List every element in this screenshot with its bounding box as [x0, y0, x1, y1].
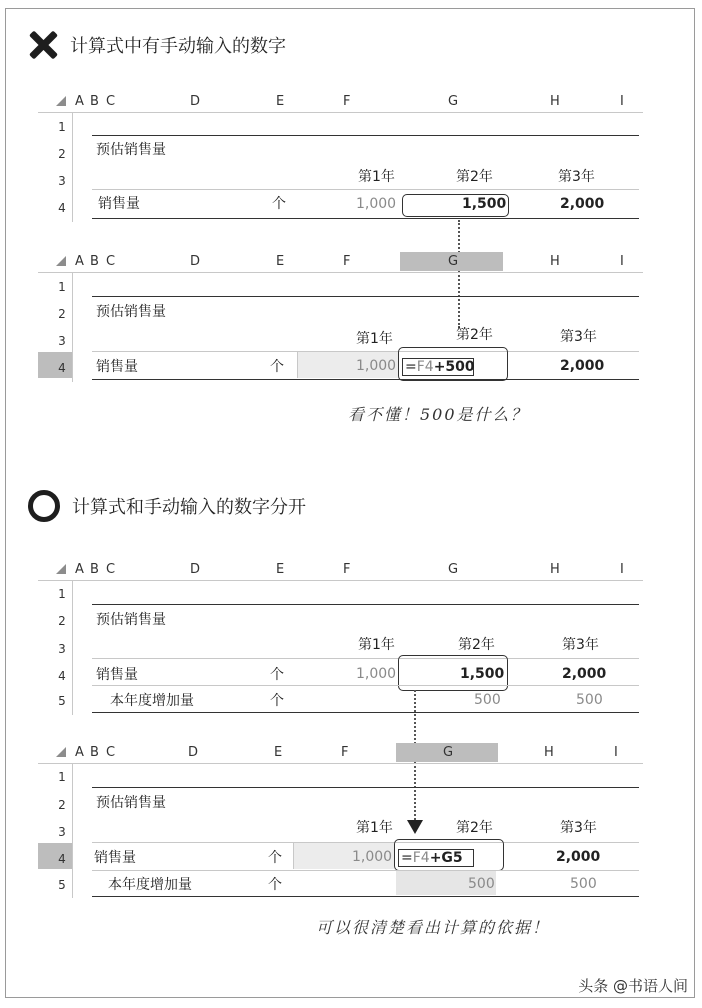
row-header-border [72, 580, 73, 715]
row-header-border [72, 763, 73, 898]
select-all-corner-icon[interactable] [56, 96, 66, 106]
sales-label: 销售量 [96, 359, 138, 375]
col-f[interactable]: F [343, 254, 351, 269]
col-f[interactable]: F [341, 745, 349, 760]
row-2[interactable]: 2 [58, 307, 66, 321]
col-b[interactable]: B [90, 254, 99, 269]
row-3[interactable]: 3 [58, 334, 66, 348]
col-c[interactable]: C [106, 94, 116, 109]
cell-f4-left-border [293, 843, 294, 869]
row-1[interactable]: 1 [58, 770, 66, 784]
col-d[interactable]: D [190, 562, 201, 577]
header-year1: 第1年 [356, 820, 393, 836]
spreadsheet-good-formula [38, 743, 643, 898]
select-all-corner-icon[interactable] [56, 564, 66, 574]
watermark: 头条 @书语人间 [578, 977, 688, 995]
header-year3: 第3年 [558, 169, 595, 185]
cell-f4[interactable]: 1,000 [356, 358, 397, 374]
col-g[interactable]: G [443, 745, 454, 760]
formula-ref: F4 [416, 359, 434, 375]
cell-g5[interactable]: 500 [474, 692, 501, 708]
col-a[interactable]: A [75, 745, 84, 760]
row-3[interactable]: 3 [58, 825, 66, 839]
unit-label: 个 [268, 850, 282, 866]
cell-g5[interactable]: 500 [468, 876, 495, 892]
row-divider [92, 189, 639, 190]
sales-label: 销售量 [98, 196, 140, 212]
col-e[interactable]: E [276, 94, 285, 109]
col-h[interactable]: H [550, 562, 560, 577]
header-year3: 第3年 [562, 637, 599, 653]
col-e[interactable]: E [276, 254, 285, 269]
col-a[interactable]: A [75, 94, 84, 109]
formula-suffix: +500 [433, 359, 475, 375]
col-b[interactable]: B [90, 562, 99, 577]
formula-cell-g4[interactable] [398, 849, 474, 867]
spreadsheet-bad-formula [38, 252, 643, 382]
cell-h4[interactable]: 2,000 [560, 358, 605, 374]
header-year2: 第2年 [456, 820, 493, 836]
sales-label: 销售量 [94, 850, 136, 866]
increase-label: 本年度增加量 [108, 877, 192, 893]
row-2[interactable]: 2 [58, 147, 66, 161]
row-4[interactable]: 4 [58, 669, 66, 683]
unit-label: 个 [270, 359, 284, 375]
col-i[interactable]: I [620, 94, 624, 109]
row-header-border [72, 112, 73, 222]
col-b[interactable]: B [90, 745, 99, 760]
col-h[interactable]: H [550, 94, 560, 109]
unit-label-row5: 个 [268, 877, 282, 893]
row-5[interactable]: 5 [58, 878, 66, 892]
column-header-row [38, 560, 643, 581]
spreadsheet-bad-result [38, 92, 643, 222]
col-b[interactable]: B [90, 94, 99, 109]
title-border [92, 135, 639, 136]
column-header-row [38, 743, 643, 764]
col-e[interactable]: E [274, 745, 283, 760]
cell-h5[interactable]: 500 [576, 692, 603, 708]
col-i[interactable]: I [620, 562, 624, 577]
row-header-border [72, 272, 73, 382]
col-i[interactable]: I [614, 745, 618, 760]
unit-label: 个 [270, 667, 284, 683]
col-a[interactable]: A [75, 254, 84, 269]
row-4[interactable]: 4 [58, 361, 66, 375]
row-4[interactable]: 4 [58, 201, 66, 215]
unit-label-row5: 个 [270, 693, 284, 709]
col-c[interactable]: C [106, 745, 116, 760]
col-a[interactable]: A [75, 562, 84, 577]
header-year3: 第3年 [560, 329, 597, 345]
bad-section-header [28, 30, 286, 60]
cell-f4[interactable]: 1,000 [352, 849, 393, 865]
col-d[interactable]: D [190, 254, 201, 269]
row-5[interactable]: 5 [58, 694, 66, 708]
col-d[interactable]: D [188, 745, 199, 760]
title-border [92, 296, 639, 297]
header-year2: 第2年 [456, 169, 493, 185]
column-header-row [38, 92, 643, 113]
cell-h4[interactable]: 2,000 [560, 196, 605, 212]
col-g[interactable]: G [448, 254, 459, 269]
col-c[interactable]: C [106, 562, 116, 577]
sales-label: 销售量 [96, 667, 138, 683]
column-header-row [38, 252, 643, 273]
header-year2: 第2年 [458, 637, 495, 653]
header-year1: 第1年 [358, 637, 395, 653]
col-h[interactable]: H [544, 745, 554, 760]
col-h[interactable]: H [550, 254, 560, 269]
col-i[interactable]: I [620, 254, 624, 269]
row-2[interactable]: 2 [58, 614, 66, 628]
select-all-corner-icon[interactable] [56, 747, 66, 757]
table-title: 预估销售量 [96, 142, 166, 158]
table-title: 预估销售量 [96, 304, 166, 320]
cell-f4[interactable]: 1,000 [356, 196, 397, 212]
row-2[interactable]: 2 [58, 798, 66, 812]
col-d[interactable]: D [190, 94, 201, 109]
circle-mark-icon [28, 490, 60, 522]
row-1[interactable]: 1 [58, 120, 66, 134]
formula-ref: F4 [412, 850, 430, 866]
header-year1: 第1年 [358, 169, 395, 185]
col-f[interactable]: F [343, 94, 351, 109]
row-divider [92, 685, 639, 686]
cell-h5[interactable]: 500 [570, 876, 597, 892]
row-divider [92, 870, 639, 871]
table-bottom-border [92, 896, 639, 897]
table-bottom-border [92, 218, 639, 219]
col-f[interactable]: F [343, 562, 351, 577]
header-year2: 第2年 [456, 327, 493, 343]
good-annotation: 可以很清楚看出计算的依据！ [316, 918, 551, 937]
table-bottom-border [92, 379, 639, 380]
formula-prefix: = [401, 850, 413, 866]
header-year1: 第1年 [356, 331, 393, 347]
col-c[interactable]: C [106, 254, 116, 269]
row-4[interactable]: 4 [58, 852, 66, 866]
cell-f4-left-border [297, 352, 298, 378]
table-bottom-border [92, 712, 639, 713]
bad-annotation: 看不懂！500是什么？ [348, 405, 529, 424]
good-section-header [28, 490, 306, 522]
row-1[interactable]: 1 [58, 280, 66, 294]
title-border [92, 787, 639, 788]
row-3[interactable]: 3 [58, 174, 66, 188]
good-section-title: 计算式和手动输入的数字分开 [72, 497, 306, 518]
row-1[interactable]: 1 [58, 587, 66, 601]
spreadsheet-good-result [38, 560, 643, 715]
title-border [92, 604, 639, 605]
header-year3: 第3年 [560, 820, 597, 836]
formula-suffix: +G5 [429, 850, 463, 866]
row-divider [92, 658, 639, 659]
unit-label: 个 [272, 196, 286, 212]
table-title: 预估销售量 [96, 795, 166, 811]
cell-h4[interactable]: 2,000 [556, 849, 601, 865]
col-e[interactable]: E [276, 562, 285, 577]
increase-label: 本年度增加量 [110, 693, 194, 709]
cell-g4[interactable]: 1,500 [462, 196, 507, 212]
formula-cell-g4[interactable] [402, 358, 474, 376]
col-g[interactable]: G [448, 562, 459, 577]
formula-prefix: = [405, 359, 417, 375]
row-3[interactable]: 3 [58, 642, 66, 656]
bad-section-title: 计算式中有手动输入的数字 [70, 36, 286, 57]
col-g[interactable]: G [448, 94, 459, 109]
cell-f4[interactable]: 1,000 [356, 666, 397, 682]
table-title: 预估销售量 [96, 612, 166, 628]
cell-h4[interactable]: 2,000 [562, 666, 607, 682]
cell-g4[interactable]: 1,500 [460, 666, 505, 682]
x-mark-icon [28, 30, 58, 60]
select-all-corner-icon[interactable] [56, 256, 66, 266]
